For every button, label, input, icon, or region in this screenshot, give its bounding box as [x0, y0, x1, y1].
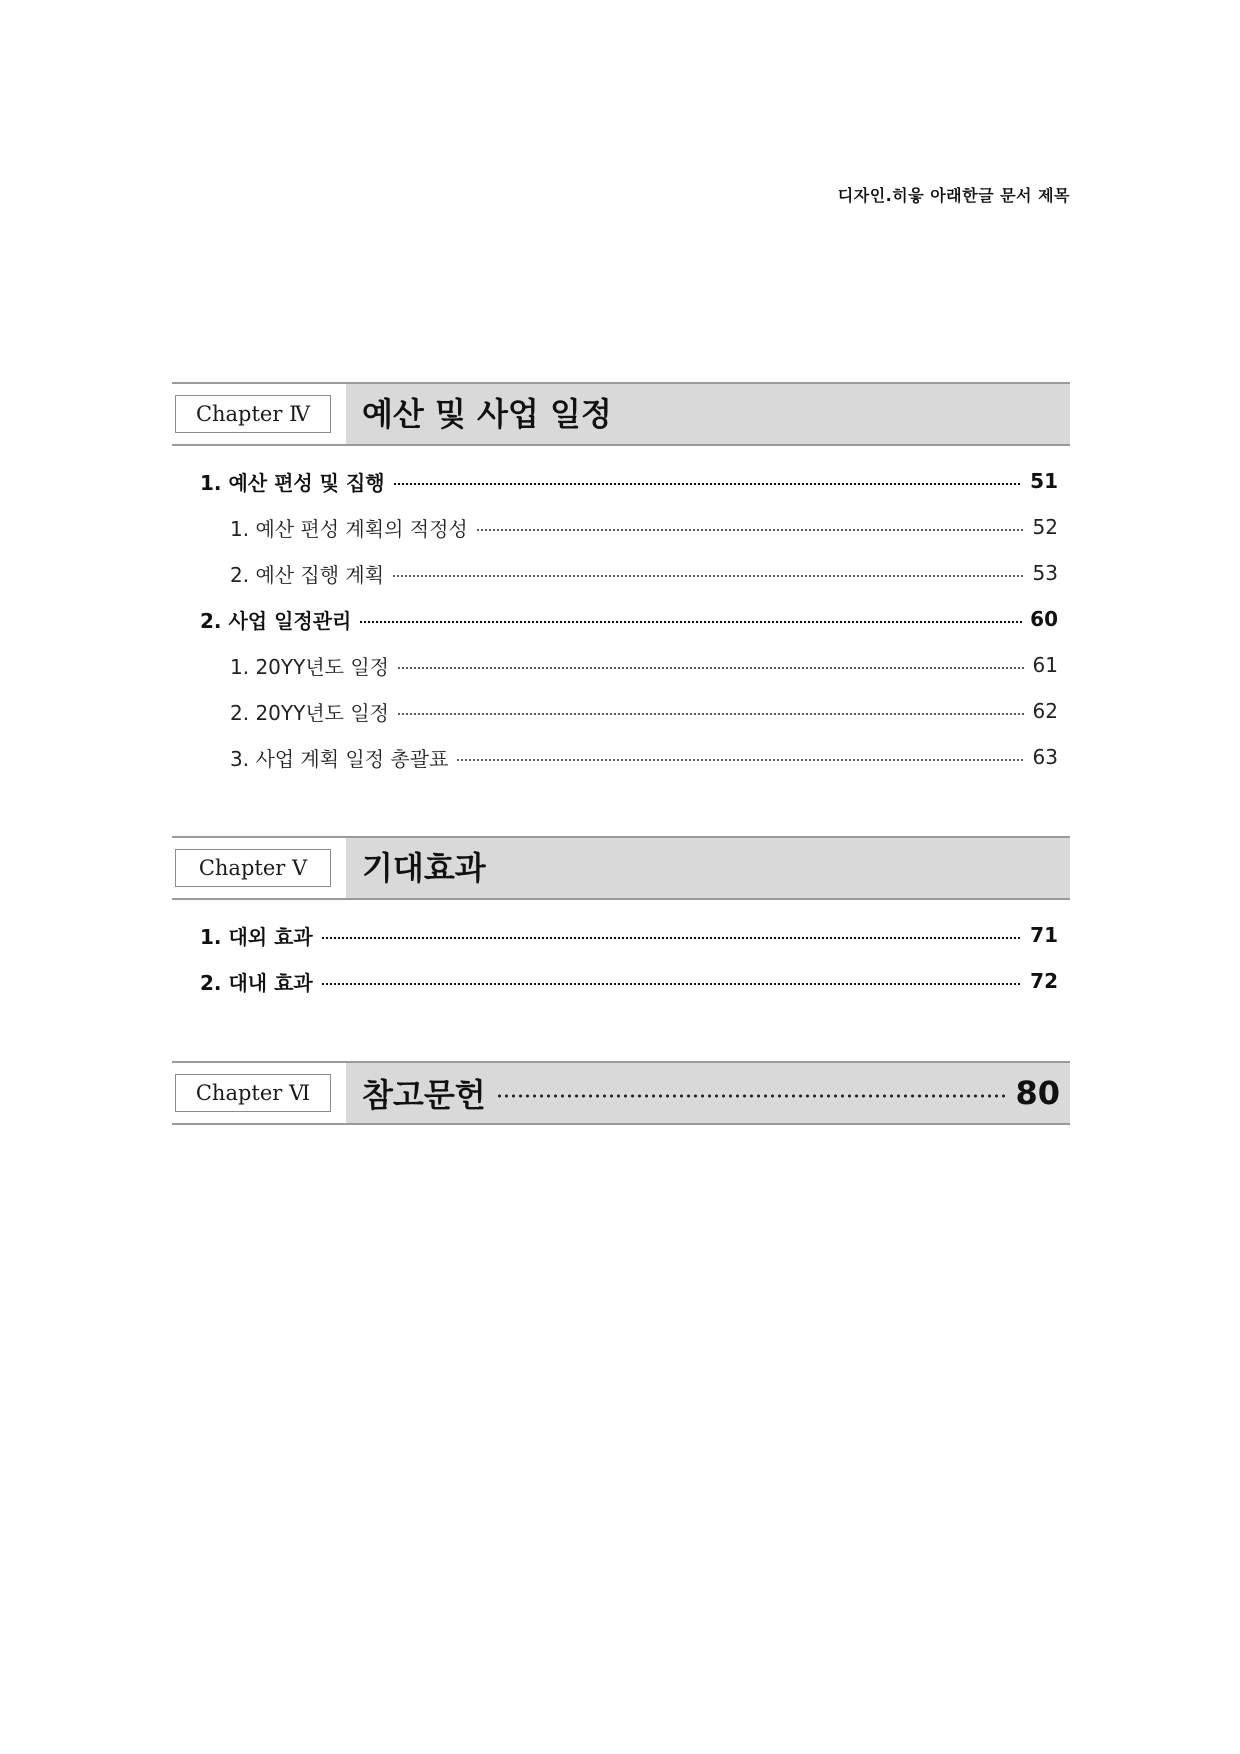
toc-entry-page: 62	[1032, 699, 1058, 723]
chapter-label: Chapter Ⅳ	[175, 395, 331, 433]
chapter-title: 예산 및 사업 일정	[362, 395, 612, 433]
toc-entry[interactable]	[200, 966, 1058, 996]
toc-entry-title: 1. 예산 편성 및 집행	[200, 470, 385, 495]
chapter-heading-6[interactable]	[172, 1061, 1070, 1125]
toc-entry-title: 3. 사업 계획 일정 총괄표	[230, 746, 449, 771]
dot-leader	[476, 528, 1025, 532]
dot-leader	[397, 712, 1025, 716]
toc-subentry[interactable]	[230, 696, 1058, 726]
toc-entry-page: 51	[1030, 469, 1058, 493]
chapter-heading-4	[172, 382, 1070, 446]
toc-entry-title: 2. 예산 집행 계획	[230, 562, 385, 587]
toc-entry[interactable]	[200, 466, 1058, 496]
toc-subentry[interactable]	[230, 650, 1058, 680]
toc-entry-title: 2. 대내 효과	[200, 970, 313, 995]
toc-subentry[interactable]	[230, 512, 1058, 542]
dot-leader	[397, 666, 1025, 670]
toc-entry-title: 2. 20YY년도 일정	[230, 700, 389, 725]
chapter-label-box	[172, 384, 346, 444]
chapter-title-with-page	[362, 1063, 1060, 1123]
dot-leader	[321, 982, 1022, 986]
toc-entry-title: 1. 대외 효과	[200, 924, 313, 949]
dot-leader	[392, 574, 1024, 578]
chapter-label-box	[172, 1063, 346, 1123]
chapter-label-box	[172, 838, 346, 898]
chapter-page: 80	[1015, 1074, 1060, 1112]
chapter-label: Chapter Ⅵ	[175, 1074, 331, 1112]
toc-entry-title: 1. 예산 편성 계획의 적정성	[230, 516, 468, 541]
toc-entry-page: 72	[1030, 969, 1058, 993]
dot-leader	[321, 936, 1022, 940]
toc-entry-page: 60	[1030, 607, 1058, 631]
toc-entry-title: 2. 사업 일정관리	[200, 608, 352, 633]
dot-leader	[393, 482, 1023, 486]
toc-entry-page: 52	[1032, 515, 1058, 539]
toc-entry[interactable]	[200, 604, 1058, 634]
toc-subentry[interactable]	[230, 742, 1058, 772]
dot-leader	[359, 620, 1022, 624]
toc-subentry[interactable]	[230, 558, 1058, 588]
toc-entry-page: 53	[1032, 561, 1058, 585]
toc-entry-page: 61	[1032, 653, 1058, 677]
dot-leader	[496, 1094, 1006, 1098]
toc-entry-page: 71	[1030, 923, 1058, 947]
running-header: 디자인.히읗 아래한글 문서 제목	[837, 186, 1070, 205]
chapter-label: Chapter Ⅴ	[175, 849, 331, 887]
dot-leader	[456, 758, 1024, 762]
toc-entry-page: 63	[1032, 745, 1058, 769]
chapter-title: 기대효과	[362, 849, 486, 887]
toc-entry-title: 1. 20YY년도 일정	[230, 654, 389, 679]
toc-entry[interactable]	[200, 920, 1058, 950]
chapter-title: 참고문헌	[362, 1076, 486, 1114]
chapter-heading-5	[172, 836, 1070, 900]
